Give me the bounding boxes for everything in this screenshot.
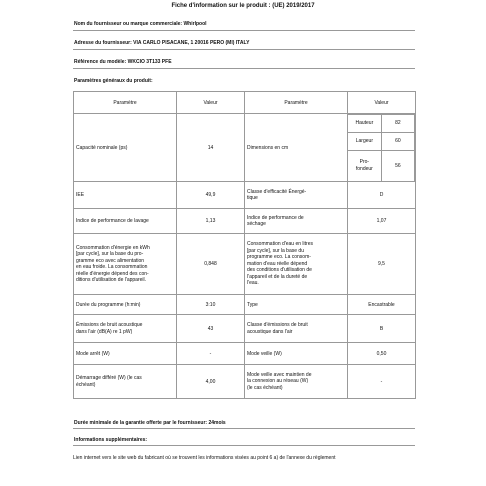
- table-row: [74, 365, 416, 399]
- manufacturer-link-text[interactable]: Lien internet vers le site web du fabricant où se trouvent les informations visées au point 6 a) de l'annexe du règlement: [73, 455, 336, 461]
- networked-standby-label: Mode veille avec maintien de la connexion au réseau (W) (le cas échéant): [245, 365, 348, 399]
- noise-class-value: B: [348, 315, 416, 343]
- params-heading: Paramètres généraux du produit:: [74, 78, 153, 84]
- off-mode-value: -: [177, 343, 245, 365]
- table-row: [74, 182, 416, 209]
- table-row: [74, 295, 416, 315]
- width-label: Largeur: [348, 132, 381, 150]
- capacity-value: 14: [177, 114, 245, 182]
- height-value: 82: [381, 115, 414, 133]
- table-row: [74, 209, 416, 234]
- wash-perf-value: 1,13: [177, 209, 245, 234]
- duration-label: Durée du programme (h:min): [74, 295, 177, 315]
- energy-class-label: Classe d'efficacité Énergé- tique: [245, 182, 348, 209]
- header-param-1: Paramètre: [74, 92, 177, 114]
- dimensions-cell: [348, 114, 416, 182]
- dry-perf-value: 1,07: [348, 209, 416, 234]
- water-consumption-label: Consommation d'eau en litres [par cycle], sur la base du programme eco. La consom- mation d'eau réelle dépend des conditions d'utilisation de l'appareil et de la dureté de l'eau.: [245, 234, 348, 295]
- supplier-row: Nom du fournisseur ou marque commerciale: Whirlpool: [73, 17, 415, 31]
- noise-value: 43: [177, 315, 245, 343]
- height-label: Hauteur: [348, 115, 381, 133]
- parameters-table: [73, 91, 416, 399]
- noise-label: Émissions de bruit acoustique dans l'air (dB(A) re 1 pW): [74, 315, 177, 343]
- width-value: 60: [381, 132, 414, 150]
- table-header-row: [74, 92, 416, 114]
- iee-value: 49,9: [177, 182, 245, 209]
- table-row: [74, 315, 416, 343]
- table-row: [74, 343, 416, 365]
- water-consumption-value: 9,5: [348, 234, 416, 295]
- additional-info-heading: Informations supplémentaires:: [73, 434, 415, 446]
- depth-value: 56: [381, 150, 414, 181]
- noise-class-label: Classe d'émissions de bruit acoustique dans l'air: [245, 315, 348, 343]
- capacity-label: Capacité nominale (ps): [74, 114, 177, 182]
- energy-consumption-label: Consommation d'énergie en kWh [par cycle], sur la base du pro- gramme eco avec alimentation en eau froide. La consommation réelle d'énergie dépend des con- ditions d'utilisation de l'appareil.: [74, 234, 177, 295]
- standby-value: 0,50: [348, 343, 416, 365]
- wash-perf-label: Indice de performance de lavage: [74, 209, 177, 234]
- table-row: [74, 234, 416, 295]
- standby-label: Mode veille (W): [245, 343, 348, 365]
- type-value: Encastrable: [348, 295, 416, 315]
- dimensions-label: Dimensions en cm: [245, 114, 348, 182]
- energy-consumption-value: 0,848: [177, 234, 245, 295]
- iee-label: IEE: [74, 182, 177, 209]
- delay-start-label: Démarrage différé (W) (le cas échéant): [74, 365, 177, 399]
- header-param-2: Paramètre: [245, 92, 348, 114]
- networked-standby-value: -: [348, 365, 416, 399]
- duration-value: 3:10: [177, 295, 245, 315]
- depth-label: Pro- fondeur: [348, 150, 381, 181]
- energy-class-value: D: [348, 182, 416, 209]
- address-row: Adresse du fournisseur: VIA CARLO PISACANE, 1 20016 PERO (MI) ITALY: [73, 36, 415, 50]
- warranty-row: Durée minimale de la garantie offerte par le fournisseur: 24mois: [73, 417, 415, 429]
- dry-perf-label: Indice de performance de séchage: [245, 209, 348, 234]
- page-title: Fiche d'information sur le produit : (UE) 2019/2017: [171, 3, 315, 9]
- off-mode-label: Mode arrêt (W): [74, 343, 177, 365]
- table-row: [74, 114, 416, 182]
- model-row: Référence du modèle: WKCIO 3T133 PFE: [73, 55, 415, 69]
- header-value-2: Valeur: [348, 92, 416, 114]
- dimensions-subtable: [348, 114, 415, 181]
- header-value-1: Valeur: [177, 92, 245, 114]
- type-label: Type: [245, 295, 348, 315]
- delay-start-value: 4,00: [177, 365, 245, 399]
